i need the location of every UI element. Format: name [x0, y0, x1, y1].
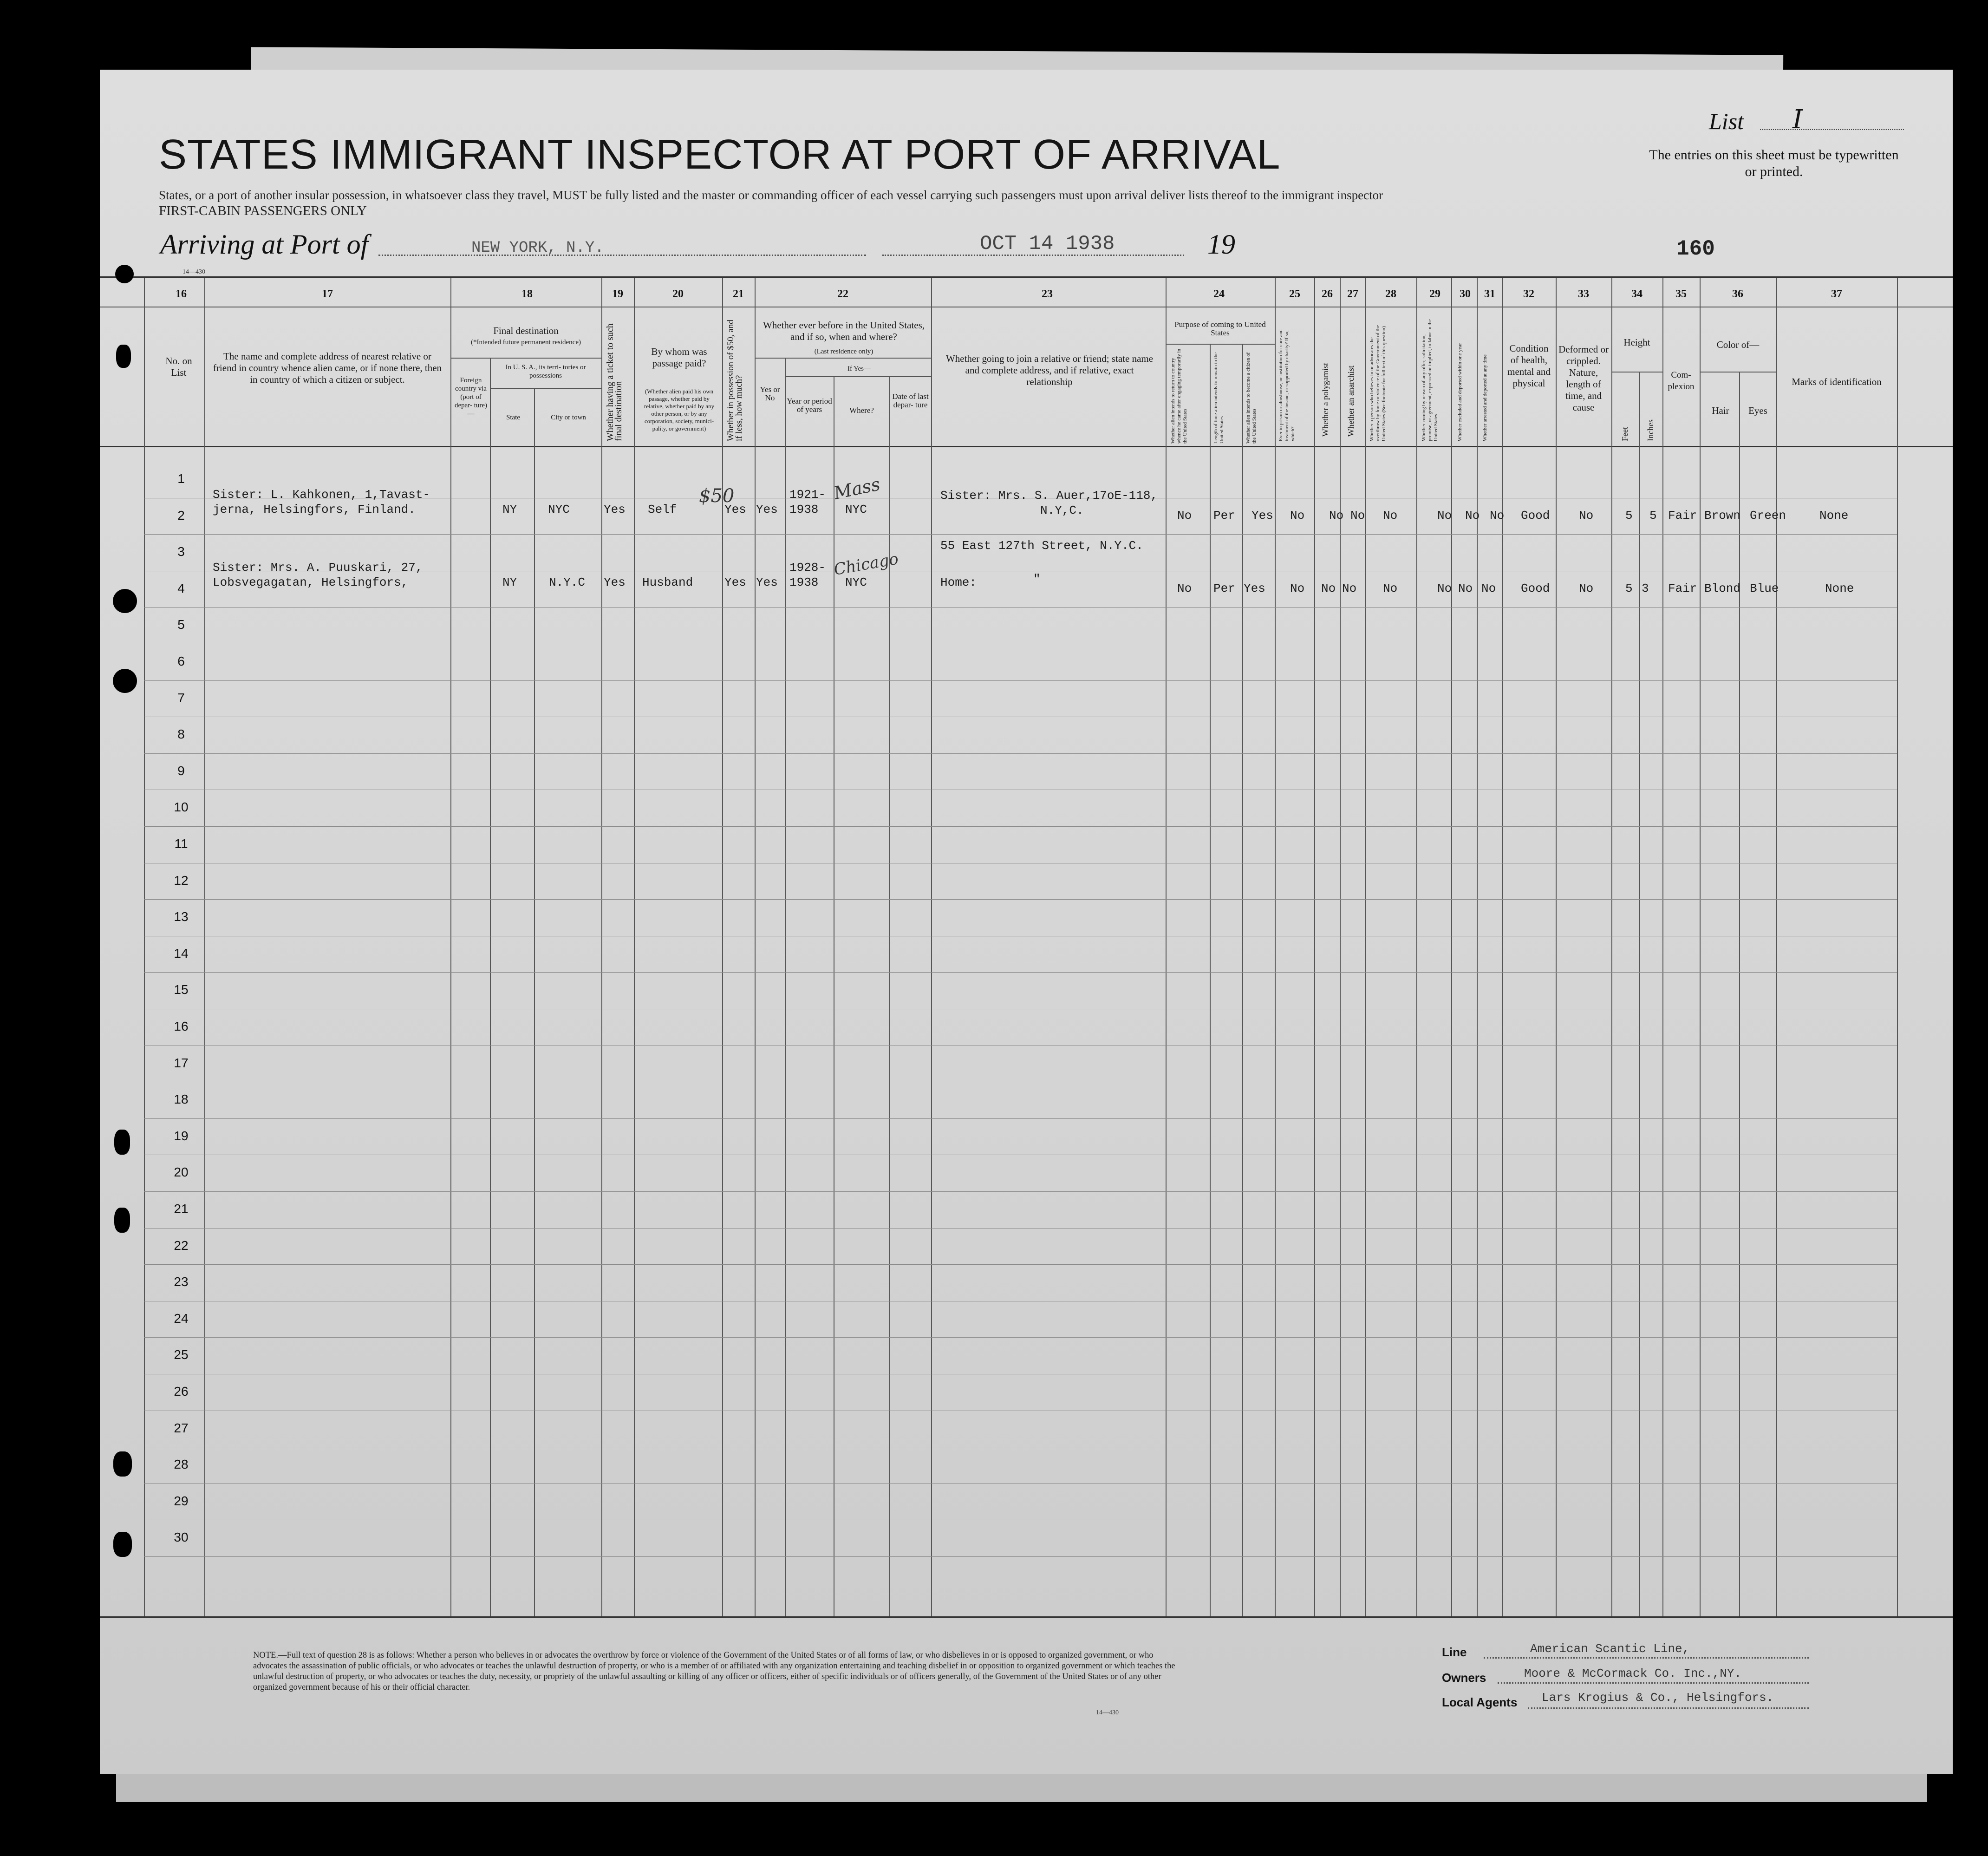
header-polygamist: Whether a polygamist — [1321, 363, 1330, 437]
col-line — [450, 278, 451, 1616]
purpose-1: No — [1177, 509, 1192, 523]
header-no-on-list: No. on List — [165, 355, 192, 378]
deformed-1: No — [1579, 509, 1594, 523]
col-number-16: 16 — [176, 288, 187, 300]
header-last-residence: (Last residence only) — [814, 348, 873, 355]
header-ticket: Whether having a ticket to such final destination — [605, 323, 624, 441]
marks-2: None — [1825, 582, 1854, 595]
col-line — [1416, 278, 1417, 1616]
joining-2-address: 55 East 127th Street, N.Y.C. — [940, 539, 1143, 553]
owners-field-line — [1498, 1682, 1809, 1684]
question28-2: No — [1383, 582, 1398, 595]
joining-1a: Sister: Mrs. S. Auer,17oE-118, — [940, 489, 1158, 503]
header-eyes: Eyes — [1748, 405, 1767, 416]
header-in-usa: In U. S. A., its terri- tories or possessions — [505, 364, 586, 379]
port-field-line — [378, 255, 866, 256]
marks-1: None — [1819, 509, 1849, 523]
subheader-line — [785, 376, 931, 377]
polygamist-2: No — [1321, 582, 1336, 595]
row-line — [144, 826, 1897, 827]
col-line — [1776, 278, 1777, 1616]
polygamist-1: No — [1329, 509, 1344, 523]
page-title: STATES IMMIGRANT INSPECTOR AT PORT OF ARRIVAL — [159, 131, 1281, 178]
agents-value: Lars Krogius & Co., Helsingfors. — [1542, 1691, 1774, 1705]
col-number-27: 27 — [1347, 288, 1358, 300]
row-number: 29 — [174, 1493, 189, 1508]
table-top-border — [100, 276, 1953, 278]
handwritten-fifty-1: $50 — [699, 485, 735, 507]
col-number-28: 28 — [1385, 288, 1396, 300]
binder-hole — [113, 1451, 132, 1477]
question28-1: No — [1383, 509, 1398, 523]
header-fifty-dollars: Whether in possession of $50, and if less, how much? — [726, 320, 744, 441]
manifest-sheet — [100, 70, 1953, 1774]
row-number: 23 — [174, 1274, 189, 1289]
complexion-2: Fair — [1668, 582, 1697, 595]
header-excluded: Whether excluded and deported within one year — [1457, 343, 1463, 441]
row-number: 1 — [177, 471, 185, 486]
row-number: 19 — [174, 1128, 189, 1143]
header-height: Height — [1623, 337, 1650, 348]
row-line — [144, 1118, 1897, 1119]
row-number: 26 — [174, 1384, 189, 1399]
relative-address-1b: jerna, Helsingfors, Finland. — [213, 503, 416, 516]
handwritten-where-2: Chicago — [832, 549, 900, 579]
header-if-yes: If Yes— — [847, 365, 871, 373]
citizen-1: Yes — [1251, 509, 1273, 523]
col-line — [755, 278, 756, 1616]
header-purpose: Purpose of coming to United States — [1174, 320, 1266, 337]
prison-1: No — [1290, 509, 1305, 523]
header-city: City or town — [551, 414, 586, 421]
passenger-class-line: FIRST-CABIN PASSENGERS ONLY — [159, 203, 367, 218]
length-2: Per — [1213, 582, 1235, 595]
col-line — [931, 278, 932, 1616]
where-2: NYC — [845, 575, 867, 589]
col-number-22: 22 — [837, 288, 848, 300]
col-line — [1451, 278, 1452, 1616]
row-number: 27 — [174, 1420, 189, 1435]
row-line — [144, 1483, 1897, 1484]
header-date-departure: Date of last depar- ture — [892, 392, 929, 409]
row-number: 16 — [174, 1019, 189, 1033]
row-number: 24 — [174, 1311, 189, 1326]
header-health: Condition of health, mental and physical — [1507, 343, 1551, 389]
row-line — [144, 899, 1897, 900]
row-line — [144, 1337, 1897, 1338]
owners-value: Moore & McCormack Co. Inc.,NY. — [1524, 1666, 1742, 1680]
row-number: 22 — [174, 1238, 189, 1253]
date-stamp: OCT 14 1938 — [980, 232, 1115, 255]
header-years: Year or period of years — [787, 397, 832, 414]
col-line — [1502, 278, 1503, 1616]
col-line — [722, 278, 723, 1616]
row-line — [144, 753, 1897, 754]
col-number-21: 21 — [733, 288, 744, 300]
col-number-26: 26 — [1322, 288, 1333, 300]
col-line — [634, 278, 635, 1616]
col-line — [144, 278, 145, 1616]
header-feet: Feet — [1620, 427, 1630, 441]
col-line — [1700, 278, 1701, 1616]
page-number: 160 — [1676, 237, 1715, 261]
col-line — [1639, 372, 1640, 1616]
header-complexion: Com- plexion — [1668, 370, 1695, 392]
ticket-2: Yes — [604, 575, 626, 589]
header-color-of: Color of— — [1716, 339, 1760, 350]
col-line — [1662, 278, 1663, 1616]
header-joining-relative: Whether going to join a relative or friend; state name and complete address, and if relative, exact relationship — [945, 353, 1154, 387]
row-number: 6 — [177, 654, 185, 668]
row-number: 20 — [174, 1165, 189, 1180]
before-in-us-2: Yes — [756, 575, 778, 589]
joining-2: Home: — [940, 575, 977, 589]
header-deformed: Deformed or crippled. Nature, length of time, and cause — [1558, 344, 1609, 413]
header-labor-offer: Whether coming by reason of any offer, solicitation, promise, or agreement, expressed or implied, to labor in the United States — [1421, 319, 1439, 441]
eyes-2: Blue — [1750, 582, 1779, 595]
binder-hole — [115, 265, 134, 283]
purpose-2: No — [1177, 582, 1192, 595]
form-code-top: 14—430 — [183, 268, 205, 275]
col-number-23: 23 — [1042, 288, 1053, 300]
row-number: 15 — [174, 982, 189, 997]
fifty-dollars-2: Yes — [724, 575, 746, 589]
feet-1: 5 — [1625, 509, 1633, 523]
header-final-destination: Final destination — [493, 325, 559, 336]
col-line — [490, 358, 491, 1616]
anarchist-2: No — [1342, 582, 1357, 595]
header-where: Where? — [849, 406, 874, 415]
col-number-36: 36 — [1732, 288, 1743, 300]
col-line — [1275, 278, 1276, 1616]
col-number-33: 33 — [1578, 288, 1589, 300]
relative-address-2b: Lobsvegagatan, Helsingfors, — [213, 575, 409, 589]
row-number: 18 — [174, 1092, 189, 1107]
col-line — [1556, 278, 1557, 1616]
binder-hole — [116, 345, 131, 368]
form-code-bottom: 14—430 — [1096, 1709, 1119, 1716]
subheader-line — [1700, 372, 1776, 373]
where-1: NYC — [845, 503, 867, 516]
header-inches: Inches — [1646, 419, 1655, 441]
list-label: List — [1709, 108, 1744, 134]
citizen-2: Yes — [1244, 582, 1265, 595]
owners-label: Owners — [1442, 1671, 1486, 1685]
col-number-25: 25 — [1289, 288, 1300, 300]
header-deported: Whether arrested and deported at any time — [1482, 354, 1488, 441]
header-foreign-country: Foreign country via (port of depar- ture)— — [454, 377, 488, 418]
subheader-line — [1611, 372, 1662, 373]
fifty-dollars-1: Yes — [724, 503, 746, 516]
row-number: 21 — [174, 1202, 189, 1216]
col-number-30: 30 — [1460, 288, 1471, 300]
table-bottom-border — [100, 1616, 1953, 1618]
row-number: 3 — [177, 544, 185, 559]
binder-hole — [113, 1532, 132, 1557]
col-line — [534, 388, 535, 1616]
header-purpose-return: Whether alien intends to return to country whence he came after engaging temporarily in the United States — [1170, 348, 1188, 444]
row-number: 28 — [174, 1457, 189, 1472]
health-2: Good — [1521, 582, 1550, 595]
inches-2: 3 — [1642, 582, 1649, 595]
col-line — [204, 278, 205, 1616]
line-label: Line — [1442, 1645, 1467, 1659]
col-line — [1365, 278, 1366, 1616]
line-value: American Scantic Line, — [1530, 1642, 1690, 1656]
years-2b: 1938 — [789, 575, 819, 589]
row-number: 7 — [177, 690, 185, 705]
row-number: 12 — [174, 873, 189, 888]
header-relative-address: The name and complete address of nearest relative or friend in country whence alien came, or if none there, then in country of which a citizen or subject. — [213, 351, 442, 385]
port-stamp: NEW YORK, N.Y. — [471, 239, 604, 257]
handwritten-where-1: Mass — [832, 474, 882, 503]
header-passage-paid: By whom was passage paid? — [651, 346, 707, 369]
row-number: 10 — [174, 800, 189, 815]
arriving-label: Arriving at Port of — [160, 229, 369, 260]
row-line — [144, 534, 1897, 535]
paid-by-1: Self — [648, 503, 677, 516]
header-prison: Ever in prison or almshouse, or institution for care and treatment of the insane, or supported by charity? If so, which? — [1278, 329, 1296, 441]
col-number-19: 19 — [612, 288, 623, 300]
row-line — [144, 1264, 1897, 1265]
col-number-31: 31 — [1484, 288, 1495, 300]
dest-state-1: NY — [502, 503, 517, 516]
row-number: 25 — [174, 1347, 189, 1362]
row-line — [144, 1556, 1897, 1557]
subheader-line — [490, 388, 601, 389]
dest-state-2: NY — [502, 575, 517, 589]
subheader-line — [755, 358, 931, 359]
col-number-20: 20 — [672, 288, 684, 300]
row-line — [144, 680, 1897, 681]
header-length-of-stay: Length of time alien intends to remain in the United States — [1213, 352, 1225, 444]
binder-hole — [114, 1130, 130, 1155]
row-number: 8 — [177, 727, 185, 742]
years-1b: 1938 — [789, 503, 819, 516]
row-line — [144, 972, 1897, 973]
header-yes-or-no: Yes or No — [760, 385, 780, 402]
excluded-1: No — [1465, 509, 1480, 523]
typewritten-note: The entries on this sheet must be typewritten or printed. — [1649, 147, 1899, 179]
col-number-18: 18 — [521, 288, 533, 300]
deported-2: No — [1481, 582, 1496, 595]
binder-hole — [113, 589, 137, 613]
row-number: 30 — [174, 1530, 189, 1545]
header-question-28: Whether a person who believes in or advocates the overthrow by force or violence of the Government of the United States (See footnote for full text of this question) — [1369, 325, 1387, 441]
hair-2: Blond — [1704, 582, 1741, 595]
col-number-29: 29 — [1429, 288, 1440, 300]
row-line — [144, 607, 1897, 608]
header-final-destination-note: (*Intended future permanent residence) — [471, 339, 581, 346]
row-number: 13 — [174, 909, 189, 924]
agents-label: Local Agents — [1442, 1695, 1518, 1709]
joining-1b: N.Y,C. — [1040, 503, 1084, 517]
relative-address-1a: Sister: L. Kahkonen, 1,Tavast- — [213, 488, 430, 502]
header-identification-marks: Marks of identification — [1792, 376, 1882, 387]
binder-hole — [114, 1208, 130, 1233]
dest-city-1: NYC — [548, 503, 570, 516]
excluded-2: No — [1458, 582, 1473, 595]
header-state: State — [506, 414, 520, 421]
agents-field-line — [1528, 1707, 1809, 1709]
col-line — [601, 278, 602, 1616]
inches-1: 5 — [1649, 509, 1657, 523]
col-line — [1477, 278, 1478, 1616]
header-passage-note: (Whether alien paid his own passage, whether paid by relative, whether paid by any other person, or by any corporation, society, munici- pality, or government) — [644, 388, 715, 432]
instruction-line: States, or a port of another insular possession, in whatsoever class they travel, MUST be fully listed and the master or commanding officer of each vessel carrying such passengers must upon arrival deliver lists thereof to the immigrant inspector — [159, 188, 1383, 202]
header-become-citizen: Whether alien intends to become a citizen of the United States — [1245, 352, 1257, 444]
length-1: Per — [1213, 509, 1235, 523]
joining-2-ditto: " — [1033, 572, 1041, 586]
row-number: 9 — [177, 763, 185, 778]
col-line — [1897, 278, 1898, 1616]
row-number: 2 — [177, 508, 185, 523]
question-28-footnote: NOTE.—Full text of question 28 is as follows: Whether a person who believes in or advocates the overthrow by force or violence of the Government of the United States or of all forms of law, or who disbelieves in or is opposed to organized government, or who advocates the assassination of public officials, or who advocates or teaches the unlawful destruction of property, or who is a member of or affiliated with any organization entertaining and teaching disbelief in or opposition to organized government or which teaches the unlawful destruction of property, or who advocates or teaches the duty, necessity, or propriety of the unlawful assaulting or killing of any officer or officers, either of specific individuals or of officers generally, of the Government of the United States or of any other organized government because of his or their official character. — [253, 1651, 1175, 1692]
col-line — [1611, 278, 1612, 1616]
health-1: Good — [1521, 509, 1550, 523]
dest-city-2: N.Y.C — [549, 575, 586, 589]
row-number: 4 — [177, 581, 185, 595]
line-field-line — [1484, 1657, 1809, 1659]
list-number: I — [1760, 111, 1904, 130]
deported-1: No — [1490, 509, 1505, 523]
col-line — [1739, 372, 1740, 1616]
binder-hole — [113, 669, 137, 693]
col-number-34: 34 — [1631, 288, 1643, 300]
col-line — [1166, 278, 1167, 1616]
row-line — [144, 1228, 1897, 1229]
anarchist-1: No — [1350, 509, 1365, 523]
header-before-in-us: Whether ever before in the United States, and if so, when and where? — [763, 320, 925, 342]
subheader-line — [450, 358, 601, 359]
col-number-32: 32 — [1523, 288, 1534, 300]
header-anarchist: Whether an anarchist — [1346, 366, 1356, 437]
row-number: 11 — [174, 837, 188, 851]
col-number-35: 35 — [1675, 288, 1687, 300]
col-number-37: 37 — [1831, 288, 1842, 300]
subheader-line — [1166, 344, 1275, 345]
years-1a: 1921- — [789, 488, 826, 502]
col-line — [1314, 278, 1315, 1616]
row-number: 17 — [174, 1055, 189, 1070]
years-2a: 1928- — [789, 561, 826, 575]
eyes-1: Green — [1750, 509, 1786, 523]
row-number: 5 — [177, 617, 185, 632]
feet-2: 5 — [1625, 582, 1633, 595]
hair-1: Brown — [1704, 509, 1741, 523]
col-number-17: 17 — [322, 288, 333, 300]
labor-offer-2: No — [1437, 582, 1452, 595]
paid-by-2: Husband — [642, 575, 693, 589]
year-label: 19 — [1207, 229, 1235, 260]
header-hair: Hair — [1712, 405, 1729, 416]
col-line — [1340, 278, 1341, 1616]
before-in-us-1: Yes — [756, 503, 778, 516]
prison-2: No — [1290, 582, 1305, 595]
col-number-24: 24 — [1213, 288, 1225, 300]
header-bottom-border — [100, 446, 1953, 447]
row-line — [144, 1191, 1897, 1192]
complexion-1: Fair — [1668, 509, 1697, 523]
relative-address-2a: Sister: Mrs. A. Puuskari, 27, — [213, 561, 423, 575]
ticket-1: Yes — [604, 503, 626, 516]
labor-offer-1: No — [1437, 509, 1452, 523]
row-number: 14 — [174, 946, 189, 961]
deformed-2: No — [1579, 582, 1594, 595]
col-line — [785, 358, 786, 1616]
